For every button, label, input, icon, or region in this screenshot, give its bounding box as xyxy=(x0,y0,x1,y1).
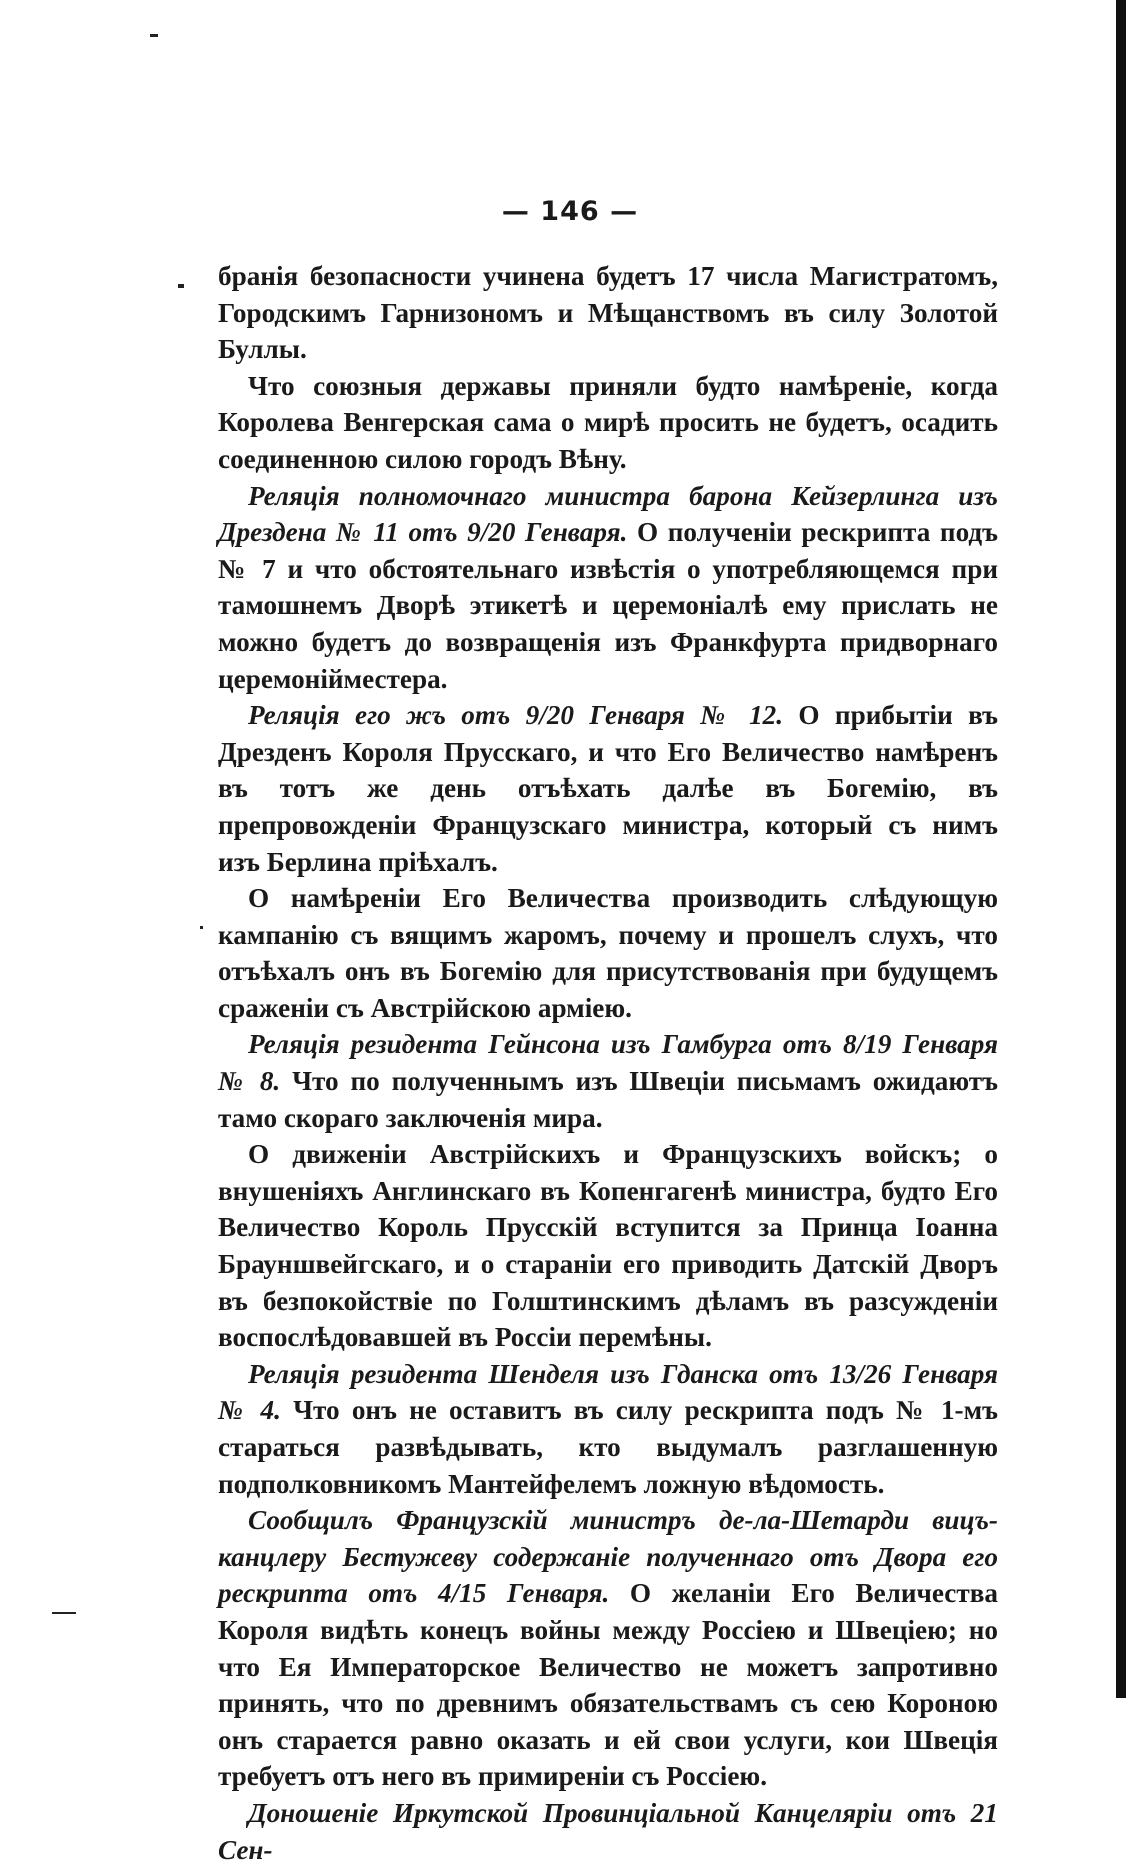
paragraph-body: О прибытіи въ Дрезденъ Короля Прусскаго, и что Его Величество намѣренъ въ тотъ же день отъѣхать далѣе въ Богемію, въ препровожденіи Французскаго министра, который съ нимъ изъ Берлина пріѣхалъ. xyxy=(218,700,998,877)
paragraph-body: О желаніи Его Величества Короля видѣть конецъ войны между Россіею и Швеціею; но что Ея Императорское Величество не можетъ запротивно принять, что по древнимъ обязательствамъ съ сею Короною онъ старается равно оказать и ей свои услуги, кои Швеція требуетъ отъ него въ примиреніи съ Россіею. xyxy=(218,1578,998,1792)
page-number: — 146 — xyxy=(501,196,639,227)
paragraph-title: Реляція резидента Гейнсона изъ Гамбурга отъ 8/19 Генваря № 8. xyxy=(218,1029,998,1097)
paragraph xyxy=(218,1136,998,1356)
margin-dash xyxy=(52,1612,76,1614)
paragraph-title: Реляція его жъ отъ 9/20 Генваря № 12. xyxy=(248,700,784,731)
paragraph-title: Сообщилъ Французскій министръ де-ла-Шетарди вицъ-канцлеру Бестужеву содержаніе полученнаго отъ Двора его рескрипта отъ 4/15 Генваря. xyxy=(218,1505,998,1609)
scan-speck xyxy=(150,34,158,37)
page-edge-shadow xyxy=(1116,0,1126,1698)
page-body xyxy=(218,258,998,1868)
paragraph-body: Что онъ не оставитъ въ силу рескрипта подъ № 1-мъ стараться развѣдывать, кто выдумалъ разглашенную подполковникомъ Мантейфелемъ ложную вѣдомость. xyxy=(218,1395,998,1499)
paragraph-body: О движеніи Австрійскихъ и Французскихъ войскъ; о внушеніяхъ Англинскаго въ Копенгагенѣ министра, будто Его Величество Король Прусскій вступится за Принца Іоанна Брауншвейгскаго, и о стараніи его приводить Датскій Дворъ въ безпокойствіе по Голштинскимъ дѣламъ въ разсужденіи воспослѣдовавшей въ Россіи перемѣны. xyxy=(218,1139,998,1353)
paragraph-title: Реляція полномочнаго министра барона Кейзерлинга изъ Дрездена № 11 отъ 9/20 Генваря. xyxy=(218,480,998,548)
paragraph xyxy=(218,478,998,698)
scan-speck xyxy=(178,284,184,288)
paragraph xyxy=(218,1502,998,1795)
paragraph-title: Реляція резидента Шенделя изъ Гданска отъ 13/26 Генваря № 4. xyxy=(218,1358,998,1426)
paragraph-title: Доношеніе Иркутской Провинціальной Канцеляріи отъ 21 Сен- xyxy=(218,1797,998,1865)
paragraph-body: Что по полученнымъ изъ Швеціи письмамъ ожидаютъ тамо скораго заключенія мира. xyxy=(218,1066,998,1133)
paragraph-body: О намѣреніи Его Величества производить слѣдующую кампанію съ вящимъ жаромъ, почему и прошелъ слухъ, что отъѣхалъ онъ въ Богемію для присутствованія при будущемъ сраженіи съ Австрійскою арміею. xyxy=(218,883,998,1023)
scan-speck xyxy=(200,926,203,929)
paragraph xyxy=(218,368,998,478)
paragraph-body: бранія безопасности учинена будетъ 17 числа Магистратомъ, Городскимъ Гарнизономъ и Мѣщанствомъ въ силу Золотой Буллы. xyxy=(218,261,998,365)
paragraph xyxy=(218,880,998,1026)
paragraph xyxy=(218,1795,998,1868)
paragraph xyxy=(218,258,998,368)
paragraph xyxy=(218,697,998,880)
paragraph xyxy=(218,1356,998,1502)
paragraph xyxy=(218,1026,998,1136)
paragraph-body: Что союзныя державы приняли будто намѣреніе, когда Королева Венгерская сама о мирѣ просить не будетъ, осадить соединенною силою городъ Вѣну. xyxy=(218,370,998,474)
paragraph-body: О полученіи рескрипта подъ № 7 и что обстоятельнаго извѣстія о употребляющемся при тамошнемъ Дворѣ этикетѣ и церемоніалѣ ему прислать не можно будетъ до возвращенія изъ Франкфурта придворнаго церемонійместера. xyxy=(218,517,998,694)
